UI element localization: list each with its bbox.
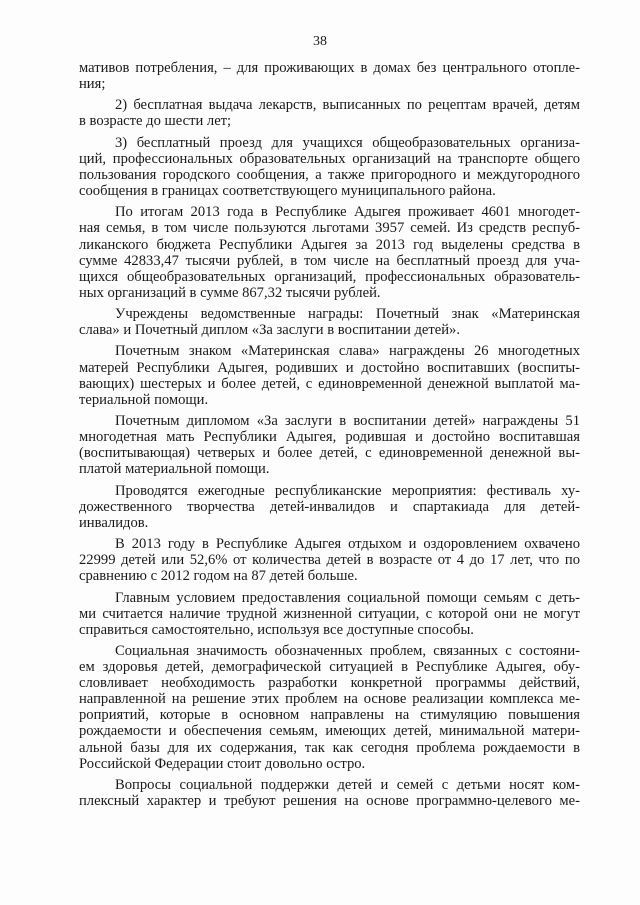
text-line: направленной на решение этих проблем на основе реализации комплекса ме- [79, 691, 580, 708]
text-line: Главным условием предоставления социальной помощи семьям с деть- [115, 589, 580, 606]
paragraph-support-issues [79, 777, 580, 809]
text-line: В 2013 году в Республике Адыгея отдыхом и оздоровлением охвачено [115, 536, 580, 553]
text-line: ем здоровья детей, демографической ситуацией в Республике Адыгея, обу- [79, 659, 580, 676]
text-line: вающих) шестерых и более детей, с единовременной денежной выплатой ма- [79, 375, 580, 392]
paragraph-awards [79, 306, 580, 338]
paragraph-events [79, 483, 580, 531]
text-line: Российской Федерации стоит довольно остро. [79, 755, 366, 772]
text-line: справиться самостоятельно, используя все доступные способы. [79, 621, 474, 638]
text-line: ций, профессиональных образовательных организаций на транспорте общего [79, 150, 580, 167]
text-line: 3) бесплатный проезд для учащихся общеобразовательных организа- [115, 134, 580, 151]
text-line: Вопросы социальной поддержки детей и семей с детьми носят ком- [115, 776, 580, 793]
text-line: 22999 детей или 52,6% от количества детей в возрасте от 4 до 17 лет, что по [79, 552, 580, 569]
text-line: сравнению с 2012 годом на 87 детей больше. [79, 568, 358, 585]
text-line: словливает необходимость разработки конкретной программы действий, [79, 675, 580, 692]
page-number: 38 [313, 34, 327, 49]
text-line: Учреждены ведомственные награды: Почетный знак «Материнская [115, 306, 580, 323]
paragraph-free-transport [79, 135, 580, 199]
text-line: териальной помощи. [79, 391, 209, 408]
text-line: мативов потребления, – для проживающих в домах без центрального отопле- [79, 60, 580, 76]
text-line: матерей Республики Адыгея, родивших и достойно воспитавших (воспиты- [79, 359, 580, 376]
text-line: По итогам 2013 года в Республике Адыгея проживает 4601 многодет- [115, 204, 580, 221]
text-line: многодетная мать Республики Адыгея, родившая и достойно воспитавшая [79, 429, 580, 446]
text-line: дожественного творчества детей-инвалидов и спартакиада для детей- [79, 498, 580, 515]
paragraph-2013-results [79, 204, 580, 301]
text-line: щихся общеобразовательных организаций, профессиональных образователь- [79, 268, 580, 285]
paragraph-diploma [79, 413, 580, 477]
text-line: (воспитывающая) четверых и более детей, с единовременной денежной вы- [79, 445, 580, 462]
paragraph-recreation [79, 536, 580, 584]
text-line: 2) бесплатная выдача лекарств, выписанных по рецептам врачей, детям [115, 97, 580, 114]
body-text [79, 60, 580, 814]
text-line: ликанского бюджета Республики Адыгея за 2013 год выделены средства в [79, 236, 580, 253]
text-line: инвалидов. [79, 514, 149, 531]
text-line: рождаемости и обеспечения семьям, имеющих детей, минимальной матери- [79, 723, 580, 740]
text-line: в возрасте до шести лет; [79, 113, 232, 130]
text-line: Социальная значимость обозначенных проблем, связанных с состояни- [115, 642, 580, 659]
text-line: слава» и Почетный диплом «За заслуги в воспитании детей». [79, 322, 460, 339]
text-line: плексный характер и требуют решения на основе программно-целевого ме- [79, 793, 580, 809]
text-line: ная семья, в том числе пользуются льготами 3957 семей. Из средств респуб- [79, 220, 580, 237]
text-line: роприятий, которые в основном направлены на стимуляцию повышения [79, 707, 580, 724]
text-line: платой материальной помощи. [79, 461, 270, 478]
text-line: сообщения в границах соответствующего муниципального района. [79, 183, 496, 200]
text-line: ных организаций в сумме 867,32 тысячи рублей. [79, 284, 381, 301]
text-line: ми считается наличие трудной жизненной ситуации, с которой они не могут [79, 605, 580, 622]
text-line: альной базы для их содержания, так как сегодня проблема рождаемости в [79, 739, 580, 756]
text-line: Почетным знаком «Материнская слава» награждены 26 многодетных [115, 343, 580, 360]
text-line: Проводятся ежегодные республиканские мероприятия: фестиваль ху- [115, 482, 580, 499]
text-line: Почетным дипломом «За заслуги в воспитании детей» награждены 51 [115, 413, 580, 429]
text-line: пользования городского сообщения, а также пригородного и междугородного [79, 166, 580, 183]
text-line: ния; [79, 76, 106, 93]
paragraph-social-significance [79, 643, 580, 772]
paragraph-mother-glory [79, 343, 580, 407]
paragraph-main-condition [79, 590, 580, 638]
paragraph-free-medicine [79, 97, 580, 129]
paragraph-heating-tail [79, 60, 580, 92]
text-line: сумме 42833,47 тысячи рублей, в том числе на бесплатный проезд для уча- [79, 252, 580, 269]
